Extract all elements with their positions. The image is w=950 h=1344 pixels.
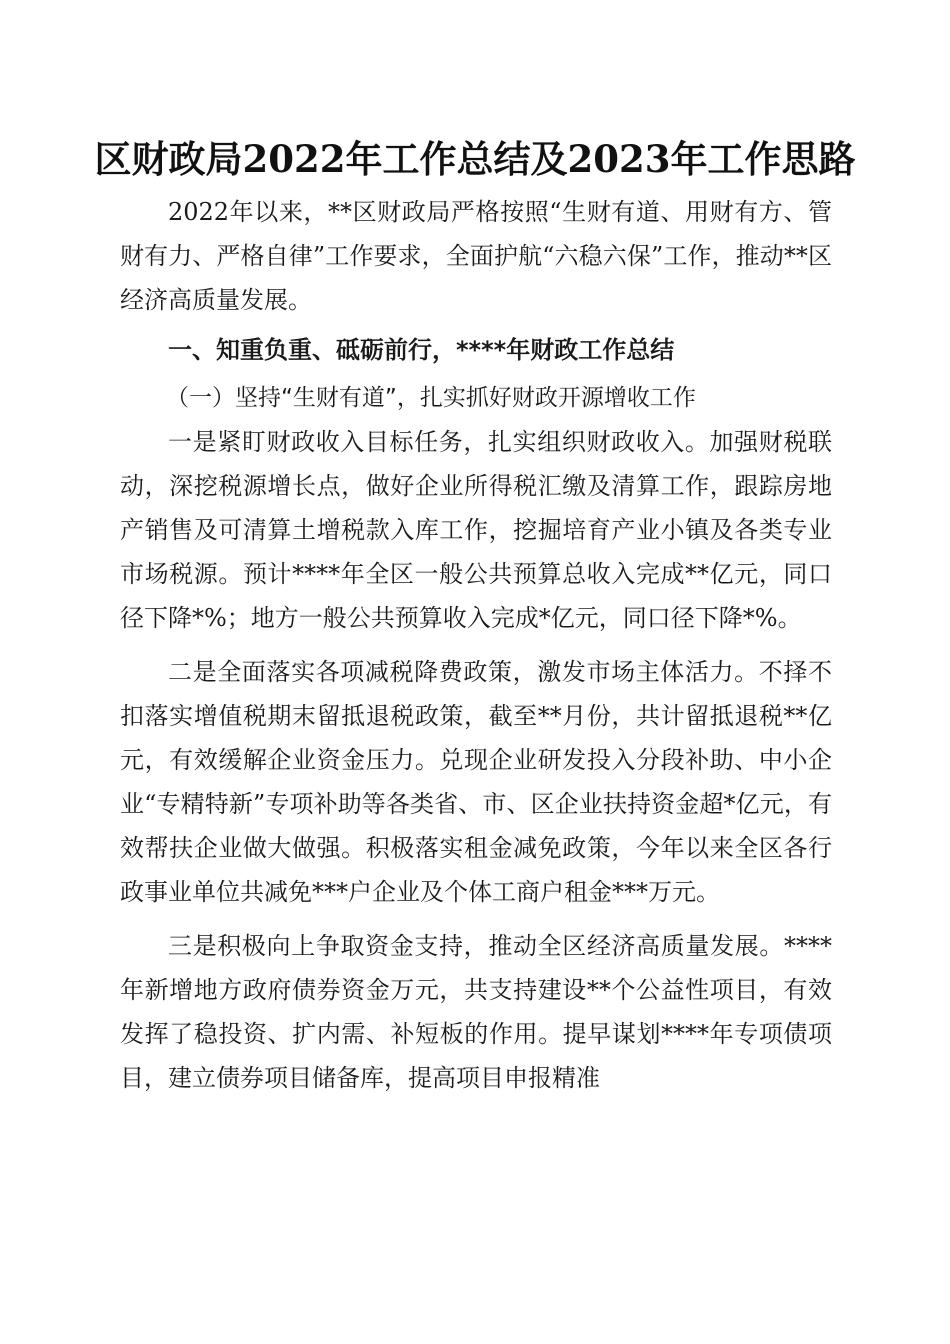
body-paragraph-1: 一是紧盯财政收入目标任务，扎实组织财政收入。加强财税联动，深挖税源增长点，做好企业所得税汇缴及清算工作，跟踪房地产销售及可清算土增税款入库工作，挖掘培育产业小镇及各类专业市场税源。预计****年全区一般公共预算总收入完成**亿元，同口径下降*%；地方一般公共预算收入完成*亿元，同口径下降*%。: [120, 428, 832, 632]
document-title: 区财政局2022年工作总结及2023年工作思路: [94, 137, 856, 181]
section-heading-1: 一、知重负重、砥砺前行，****年财政工作总结: [168, 336, 675, 364]
subsection-heading-1: （一）坚持“生财有道”，扎实抓好财政开源增收工作: [166, 385, 696, 411]
document-body: [120, 190, 832, 1100]
body-paragraph-2: 二是全面落实各项减税降费政策，激发市场主体活力。不择不扣落实增值税期末留抵退税政策，截至**月份，共计留抵退税**亿元，有效缓解企业资金压力。兑现企业研发投入分段补助、中小企业“专精特新”专项补助等各类省、市、区企业扶持资金超*亿元，有效帮扶企业做大做强。积极落实租金减免政策，今年以来全区各行政事业单位共减免***户企业及个体工商户租金***万元。: [120, 658, 832, 906]
body-paragraph-3: 三是积极向上争取资金支持，推动全区经济高质量发展。****年新增地方政府债券资金万元，共支持建设**个公益性项目，有效发挥了稳投资、扩内需、补短板的作用。提早谋划****年专项债项目，建立债券项目储备库，提高项目申报精准: [120, 932, 832, 1092]
intro-paragraph: 2022年以来，**区财政局严格按照“生财有道、用财有方、管财有力、严格自律”工作要求，全面护航“六稳六保”工作，推动**区经济高质量发展。: [120, 198, 832, 314]
